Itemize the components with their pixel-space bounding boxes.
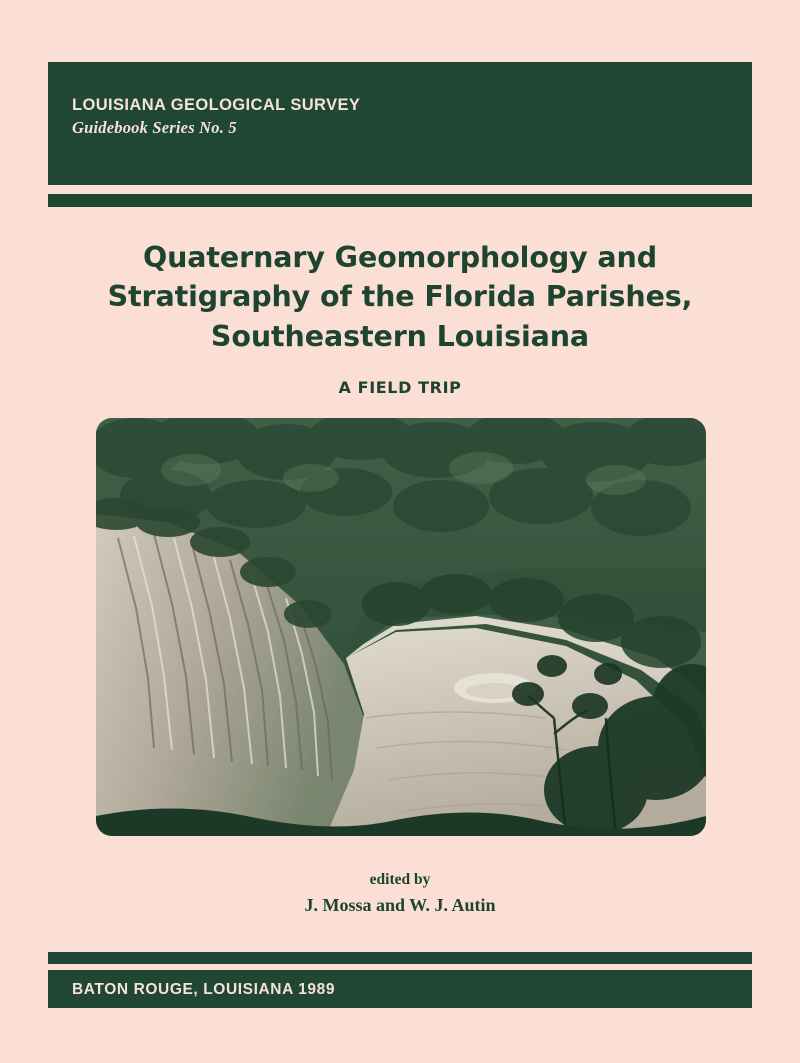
series-name: LOUISIANA GEOLOGICAL SURVEY (72, 96, 361, 114)
subtitle: A FIELD TRIP (338, 377, 462, 397)
editor-names: J. Mossa and W. J. Autin (304, 895, 496, 916)
edited-by-label: edited by (369, 871, 431, 888)
footer-band (48, 970, 752, 1008)
header-band (48, 62, 752, 185)
title-line-3: Southeastern Louisiana (210, 319, 590, 353)
footer-divider-rule (48, 952, 752, 964)
title-line-1: Quaternary Geomorphology and (142, 241, 658, 274)
header-divider-rule (48, 194, 752, 207)
cover-photograph (96, 418, 706, 836)
header-text-group (72, 94, 360, 140)
river-bluff-illustration (96, 418, 706, 836)
imprint-text: BATON ROUGE, LOUISIANA 1989 (72, 981, 336, 998)
title-line-2: Stratigraphy of the Florida Parishes, (107, 280, 693, 314)
page-title (90, 238, 710, 356)
credits-block (90, 868, 710, 920)
series-number: Guidebook Series No. 5 (72, 118, 237, 138)
title-block (90, 238, 710, 397)
